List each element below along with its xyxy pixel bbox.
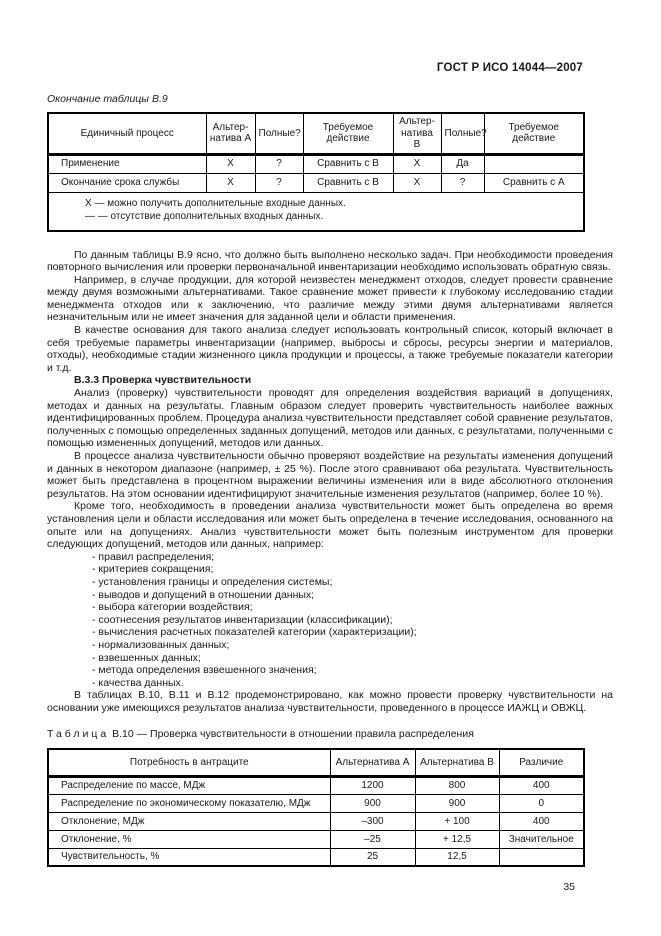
table-cell: 900 bbox=[330, 794, 415, 812]
table-cell: 400 bbox=[499, 776, 584, 794]
column-header: Единичный процесс bbox=[48, 113, 206, 154]
table-cell: Значительное bbox=[499, 830, 584, 848]
table-b9-footnote-row bbox=[48, 192, 584, 231]
list-item: - соотнесения результатов инвентаризации (классификации); bbox=[92, 613, 393, 626]
footnote-line: — — отсутствие дополнительных входных данных. bbox=[85, 211, 324, 222]
list-item: - правил распределения; bbox=[92, 550, 215, 563]
paragraph: В качестве основания для такого анализа следует использовать контрольный список, который включает в себя требуемые параметры инвентаризации (например, выбросы и сбросы, ресурсы энергии и материалов, отходы), необходимые стадии жизненного цикла продукции и процессы, а также требуемые показатели категории и т.д. bbox=[47, 324, 613, 374]
list-item: - качества данных. bbox=[92, 676, 184, 689]
table-cell: X bbox=[206, 154, 255, 173]
list-item: - критериев сокращения; bbox=[92, 563, 214, 576]
column-header: Потребность в антраците bbox=[48, 749, 330, 776]
table-cell: 400 bbox=[499, 812, 584, 830]
table-cell bbox=[499, 848, 584, 866]
table-cell: X bbox=[206, 173, 255, 192]
section-heading: В.3.3 Проверка чувствительности bbox=[74, 374, 252, 387]
table-cell: ? bbox=[255, 154, 303, 173]
paragraph: В таблицах В.10, В.11 и В.12 продемонстрировано, как можно провести проверку чувствительности на основании уже имеющихся результатов анализа чувствительности, проведенного в процессе ИАЖЦ и ОВЖЦ. bbox=[47, 689, 613, 714]
list-item: - метода определения взвешенного значения; bbox=[92, 664, 317, 677]
table-cell: 12,5 bbox=[415, 848, 499, 866]
column-header: Полные? bbox=[441, 113, 484, 154]
list-item: - выводов и допущений в отношении данных; bbox=[92, 588, 315, 601]
table-b9-header-row bbox=[48, 113, 584, 154]
table-cell: 1200 bbox=[330, 776, 415, 794]
table-b9-continuation-caption: Окончание таблицы В.9 bbox=[47, 93, 168, 105]
table-cell: ? bbox=[441, 173, 484, 192]
column-header: Альтер-натива А bbox=[206, 113, 255, 154]
page-number: 35 bbox=[563, 881, 575, 894]
table-cell: Чувствительность, % bbox=[48, 848, 330, 866]
table-cell: Отклонение, % bbox=[48, 830, 330, 848]
table-cell: –300 bbox=[330, 812, 415, 830]
table-cell bbox=[484, 154, 584, 173]
table-cell: Распределение по экономическому показателю, МДж bbox=[48, 794, 330, 812]
column-header: Полные? bbox=[255, 113, 303, 154]
table-row bbox=[48, 830, 584, 848]
paragraph: Анализ (проверку) чувствительности проводят для определения воздействия вариаций в допущениях, методах и данных на результаты. Главным образом следует проверить чувствительность наиболее важных идентифицированных проблем. Процедура анализа чувствительности представляет собой сравнение результатов, полученных с помощью определенных заданных допущений, методов или данных, с результатами, полученными с помощью измененных допущений, методов или данных. bbox=[47, 387, 613, 450]
table-caption-number: В.10 bbox=[112, 728, 134, 741]
table-cell: Окончание срока службы bbox=[48, 173, 206, 192]
footnote-line: X — можно получить дополнительные входные данных. bbox=[85, 197, 346, 209]
table-cell: X bbox=[393, 154, 441, 173]
column-header: Различие bbox=[499, 749, 584, 776]
table-cell: ? bbox=[255, 173, 303, 192]
table-b10 bbox=[47, 748, 585, 867]
doc-header: ГОСТ Р ИСО 14044—2007 bbox=[436, 62, 583, 74]
table-row bbox=[48, 812, 584, 830]
table-cell: Сравнить с В bbox=[303, 154, 393, 173]
column-header: Требуемое действие bbox=[484, 113, 584, 154]
table-cell: –25 bbox=[330, 830, 415, 848]
table-b10-caption bbox=[47, 728, 613, 740]
paragraph: Например, в случае продукции, для которой неизвестен менеджмент отходов, следует провести сравнение между двумя возможными альтернативами. Такое сравнение может привести к глубокому исследованию стадии менеджмента отходов или к заключению, что различие между этими двумя альтернативами является незначительным или не имеет значения для заданной цели и области применения. bbox=[47, 273, 613, 324]
table-cell: Да bbox=[441, 154, 484, 173]
table-cell: Отклонение, МДж bbox=[48, 812, 330, 830]
list-item: - взвешенных данных; bbox=[92, 651, 201, 664]
table-cell: 800 bbox=[415, 776, 499, 794]
body-text bbox=[47, 249, 613, 715]
table-caption-title: — Проверка чувствительности в отношении правила распределения bbox=[136, 728, 474, 741]
table-row bbox=[48, 776, 584, 794]
column-header: Альтернатива А bbox=[330, 749, 415, 776]
table-cell: 0 bbox=[499, 794, 584, 812]
table-row bbox=[48, 794, 584, 812]
table-cell: Распределение по массе, МДж bbox=[48, 776, 330, 794]
table-footnotes bbox=[48, 192, 584, 231]
list-item: - вычисления расчетных показателей категории (характеризации); bbox=[92, 626, 417, 639]
table-cell: X bbox=[393, 173, 441, 192]
paragraph: Кроме того, необходимость в проведении анализа чувствительности может быть определена во время установления цели и области исследования или может быть определена в течение исследования, основанного на опыте или на допущениях. Анализ чувствительности может быть полезным инструментом для проверки следующих допущений, методов или данных, например: bbox=[47, 500, 613, 551]
table-cell: Сравнить с В bbox=[303, 173, 393, 192]
paragraph: По данным таблицы В.9 ясно, что должно быть выполнено несколько задач. При необходимости проведения повторного вычисления или проверки первоначальной инвентаризации необходимо использовать обратную связь. bbox=[47, 248, 613, 274]
table-b10-header-row bbox=[48, 749, 584, 776]
table-cell: + 12,5 bbox=[415, 830, 499, 848]
table-b9 bbox=[47, 112, 585, 232]
table-cell: Применение bbox=[48, 154, 206, 173]
list-item: - нормализованных данных; bbox=[92, 638, 230, 651]
table-cell: 25 bbox=[330, 848, 415, 866]
table-cell: + 100 bbox=[415, 812, 499, 830]
table-row bbox=[48, 848, 584, 866]
table-cell: Сравнить с А bbox=[484, 173, 584, 192]
table-row bbox=[48, 173, 584, 192]
table-cell: 900 bbox=[415, 794, 499, 812]
paragraph: В процессе анализа чувствительности обычно проверяют воздействие на результаты изменения допущений и данных в некотором диапазоне (например, ± 25 %). После этого сравнивают оба результата. Чувствительность может быть представлена в процентном выражении величины изменения или в виде абсолютного отклонения результатов. На этом основании идентифицируют значительные изменения результатов (например, более 10 %). bbox=[47, 450, 613, 500]
column-header: Альтернатива В bbox=[415, 749, 499, 776]
list-item: - выбора категории воздействия; bbox=[92, 601, 253, 614]
column-header: Требуемое действие bbox=[303, 113, 393, 154]
table-row bbox=[48, 154, 584, 173]
table-caption-word: Таблица bbox=[47, 728, 110, 741]
list-item: - установления границы и определения системы; bbox=[92, 575, 333, 588]
column-header: Альтер-натива В bbox=[393, 113, 441, 154]
